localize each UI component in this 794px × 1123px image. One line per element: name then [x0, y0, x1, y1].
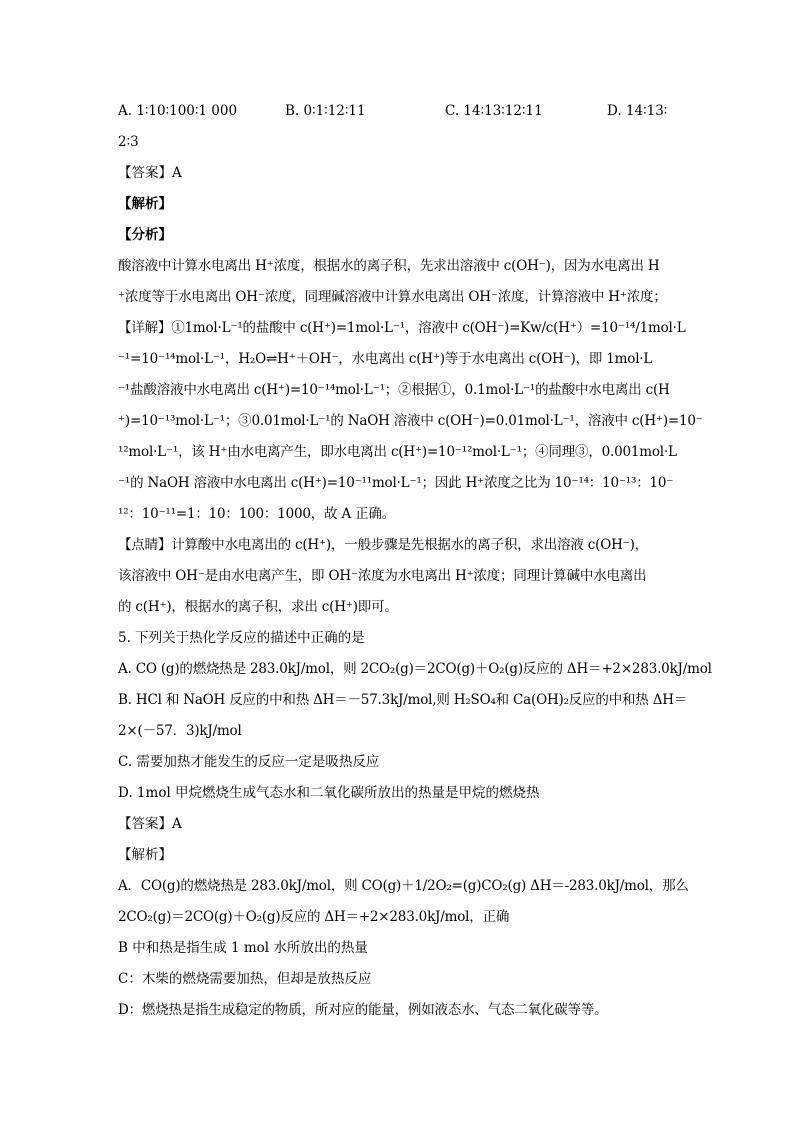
q4-option-d: D. 14∶13∶	[607, 103, 668, 119]
q4-tip-line: 【点睛】计算酸中水电离出的 c(H⁺)，一般步骤是先根据水的离子积，求出溶液 c(OH⁻)，	[118, 537, 648, 553]
q5-explain-line: A．CO(g)的燃烧热是 283.0kJ/mol，则 CO(g)＋1/2O₂=(g)CO₂(g) ΔH＝-283.0kJ/mol，那么	[118, 878, 689, 894]
q4-detail-line: 【详解】①1mol·L⁻¹的盐酸中 c(H⁺)=1mol·L⁻¹，溶液中 c(OH⁻)=Kw/c(H⁺）=10⁻¹⁴/1mol·L	[118, 320, 686, 336]
q4-options	[118, 96, 678, 127]
q4-jiexi-heading: 【解析】	[118, 196, 172, 212]
q5-answer: 【答案】A	[118, 816, 182, 832]
q4-fenxi-heading: 【分析】	[118, 227, 172, 243]
q5-option-b-cont: 2×(－57．3)kJ/mol	[118, 723, 242, 739]
q5-explain-line: D：燃烧热是指生成稳定的物质，所对应的能量，例如液态水、气态二氧化碳等等。	[118, 1002, 608, 1018]
q4-detail-line: ⁻¹=10⁻¹⁴mol·L⁻¹，H₂O⇌H⁺＋OH⁻，水电离出 c(H⁺)等于水电离出 c(OH⁻)，即 1mol·L	[118, 351, 653, 367]
q4-detail-line: ⁻¹盐酸溶液中水电离出 c(H⁺)=10⁻¹⁴mol·L⁻¹；②根据①，0.1mol·L⁻¹的盐酸中水电离出 c(H	[118, 382, 670, 398]
q4-analysis-line: ⁺浓度等于水电离出 OH⁻浓度，同理碱溶液中计算水电离出 OH⁻浓度，计算溶液中 H⁺浓度；	[118, 289, 667, 305]
q5-option-b: B. HCl 和 NaOH 反应的中和热 ΔH＝－57.3kJ/mol,则 H₂SO₄和 Ca(OH)₂反应的中和热 ΔH＝	[118, 692, 688, 708]
q4-option-d-cont: 2∶3	[118, 134, 139, 150]
q5-explain-line: B 中和热是指生成 1 mol 水所放出的热量	[118, 940, 368, 956]
q5-option-d: D. 1mol 甲烷燃烧生成气态水和二氧化碳所放出的热量是甲烷的燃烧热	[118, 785, 540, 801]
q4-detail-line: ¹²mol·L⁻¹，该 H⁺由水电离产生，即水电离出 c(H⁺)=10⁻¹²mol·L⁻¹；④同理③，0.001mol·L	[118, 444, 677, 460]
q5-stem: 5. 下列关于热化学反应的描述中正确的是	[118, 630, 365, 646]
q4-option-c: C. 14∶13∶12∶11	[445, 103, 543, 119]
q4-option-a: A. 1∶10∶100∶1 000	[118, 103, 238, 119]
q4-detail-line: ⁺)=10⁻¹³mol·L⁻¹；③0.01mol·L⁻¹的 NaOH 溶液中 c(OH⁻)=0.01mol·L⁻¹，溶液中 c(H⁺)=10⁻	[118, 413, 703, 429]
q4-option-b: B. 0∶1∶12∶11	[285, 103, 366, 119]
q5-option-c: C. 需要加热才能发生的反应一定是吸热反应	[118, 754, 380, 770]
q4-detail-line: ⁻¹的 NaOH 溶液中水电离出 c(H⁺)=10⁻¹¹mol·L⁻¹；因此 H⁺浓度之比为 10⁻¹⁴：10⁻¹³：10⁻	[118, 475, 674, 491]
q4-detail-line: ¹²：10⁻¹¹=1：10：100：1000，故 A 正确。	[118, 506, 395, 522]
q5-option-a: A. CO (g)的燃烧热是 283.0kJ/mol，则 2CO₂(g)＝2CO(g)＋O₂(g)反应的 ΔH＝+2×283.0kJ/mol	[118, 661, 712, 677]
q5-jiexi-heading: 【解析】	[118, 847, 172, 863]
q4-answer: 【答案】A	[118, 165, 182, 181]
q4-analysis-line: 酸溶液中计算水电离出 H⁺浓度，根据水的离子积，先求出溶液中 c(OH⁻)，因为水电离出 H	[118, 258, 660, 274]
document-page	[118, 96, 712, 1026]
q5-explain-line: C：木柴的燃烧需要加热，但却是放热反应	[118, 971, 372, 987]
q5-explain-line: 2CO₂(g)＝2CO(g)＋O₂(g)反应的 ΔH＝+2×283.0kJ/mol，正确	[118, 909, 510, 925]
q4-tip-line: 的 c(H⁺)，根据水的离子积，求出 c(H⁺)即可。	[118, 599, 398, 615]
q4-tip-line: 该溶液中 OH⁻是由水电离产生，即 OH⁻浓度为水电离出 H⁺浓度；同理计算碱中水电离出	[118, 568, 647, 584]
